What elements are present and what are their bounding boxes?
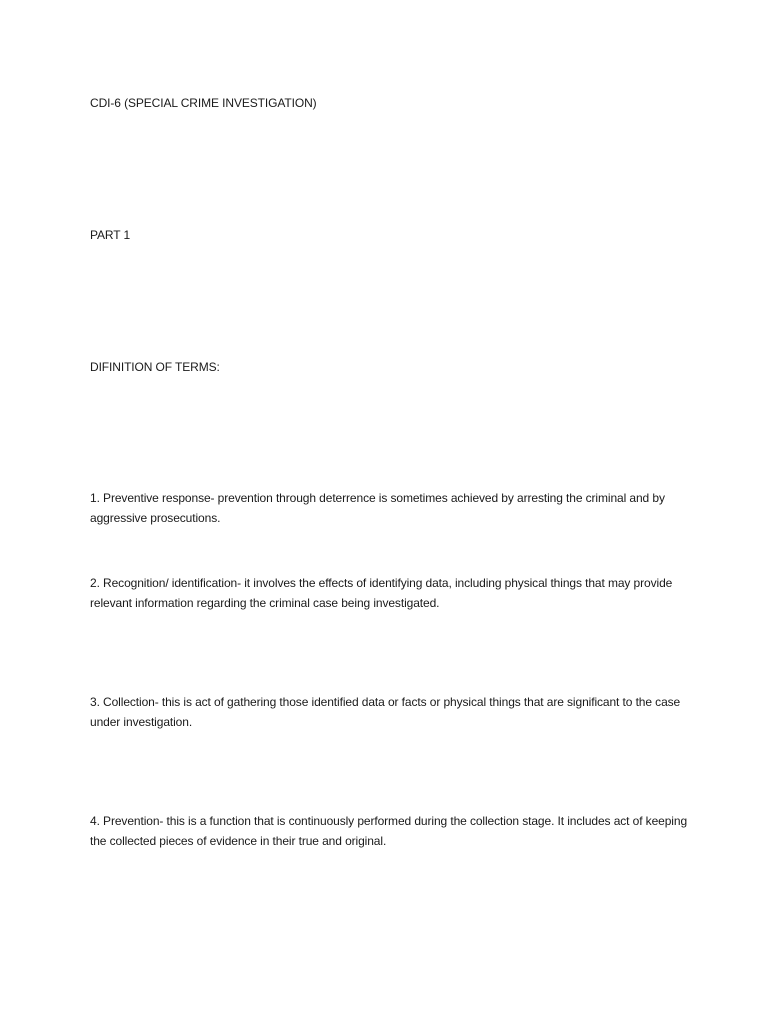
term-item-collection: 3. Collection- this is act of gathering those identified data or facts or physical things that are significant to the case under investigation. xyxy=(90,695,684,729)
part-label: PART 1 xyxy=(90,228,131,242)
section-heading: DIFINITION OF TERMS: xyxy=(90,360,220,374)
term-item-recognition-identification: 2. Recognition/ identification- it involves the effects of identifying data, including physical things that may provide relevant information regarding the criminal case being investigated. xyxy=(90,576,676,610)
term-item-preventive-response: 1. Preventive response- prevention through deterrence is sometimes achieved by arresting the criminal and by aggressive prosecutions. xyxy=(90,491,669,525)
term-item-prevention: 4. Prevention- this is a function that is continuously performed during the collection stage. It includes act of keeping the collected pieces of evidence in their true and original. xyxy=(90,814,691,848)
document-title: CDI-6 (SPECIAL CRIME INVESTIGATION) xyxy=(90,96,317,110)
